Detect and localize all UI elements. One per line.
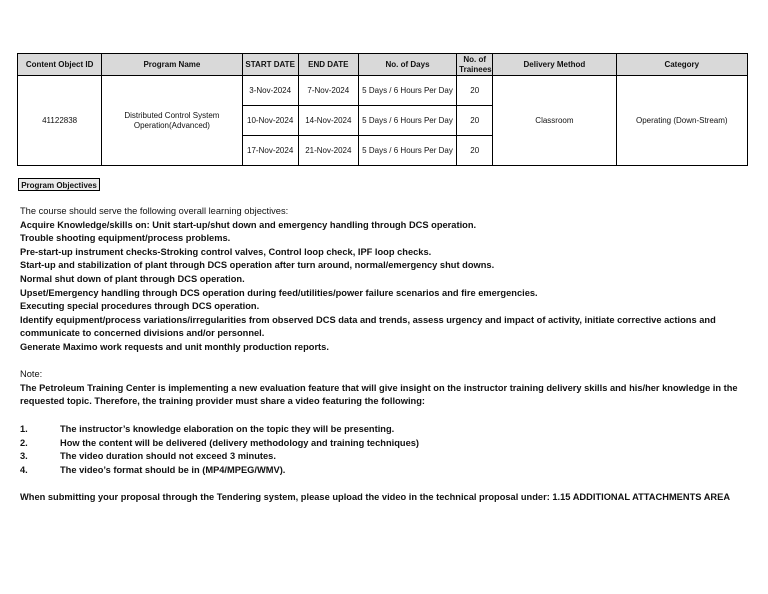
header-start-date: START DATE bbox=[242, 54, 298, 76]
start-date-cell: 3-Nov-2024 bbox=[242, 76, 298, 106]
objective-item: Executing special procedures through DCS operation. bbox=[20, 301, 260, 312]
start-date-cell: 10-Nov-2024 bbox=[242, 106, 298, 136]
header-program-name: Program Name bbox=[102, 54, 242, 76]
program-objectives-tag: Program Objectives bbox=[18, 178, 100, 191]
days-cell: 5 Days / 6 Hours Per Day bbox=[358, 106, 456, 136]
note-section bbox=[20, 368, 750, 409]
submission-text: When submitting your proposal through the Tendering system, please upload the video in the technical proposal under: 1.15 ADDITIONAL ATTACHMENTS AREA bbox=[20, 492, 731, 502]
list-item bbox=[20, 450, 740, 464]
objective-item: Trouble shooting equipment/process problems. bbox=[20, 233, 231, 244]
header-end-date: END DATE bbox=[298, 54, 358, 76]
trainees-cell: 20 bbox=[457, 76, 493, 106]
objective-item: Acquire Knowledge/skills on: Unit start-up/shut down and emergency handling through DCS operation. bbox=[20, 219, 477, 230]
objective-item: Identify equipment/process variations/irregularities from observed DCS data and trends, assess urgency and impact of activity, initiate corrective actions and communicate to concerned divisions and/or personnel. bbox=[20, 314, 716, 339]
note-label: Note: bbox=[20, 369, 43, 379]
list-item-number: 4. bbox=[20, 464, 28, 475]
days-cell: 5 Days / 6 Hours Per Day bbox=[358, 76, 456, 106]
list-item bbox=[20, 437, 740, 451]
trainees-cell: 20 bbox=[457, 136, 493, 166]
program-schedule-table bbox=[17, 53, 748, 166]
objectives-intro: The course should serve the following overall learning objectives: bbox=[20, 206, 289, 216]
list-item-number: 2. bbox=[20, 437, 28, 448]
objective-item: Upset/Emergency handling through DCS operation during feed/utilities/power failure scenarios and fire emergencies. bbox=[20, 287, 538, 298]
objective-item: Normal shut down of plant through DCS operation. bbox=[20, 273, 245, 284]
end-date-cell: 21-Nov-2024 bbox=[298, 136, 358, 166]
delivery-method-cell: Classroom bbox=[493, 76, 616, 166]
header-no-of-trainees: No. of Trainees bbox=[457, 54, 493, 76]
list-item-text: The video’s format should be in (MP4/MPEG/WMV). bbox=[60, 464, 286, 475]
list-item-number: 3. bbox=[20, 451, 28, 462]
list-item bbox=[20, 464, 740, 478]
category-cell: Operating (Down-Stream) bbox=[616, 76, 747, 166]
note-text: The Petroleum Training Center is implementing a new evaluation feature that will give insight on the instructor training delivery skills and his/her knowledge in the requested topic. Therefore, the training provider must share a video featuring the following: bbox=[20, 382, 738, 407]
submission-instructions bbox=[20, 491, 750, 505]
header-delivery-method: Delivery Method bbox=[493, 54, 616, 76]
table-row bbox=[18, 76, 748, 106]
video-requirements-list bbox=[20, 423, 740, 477]
list-item bbox=[20, 423, 740, 437]
content-object-id-cell: 41122838 bbox=[18, 76, 102, 166]
program-name-cell: Distributed Control System Operation(Advanced) bbox=[102, 76, 242, 166]
list-item-text: The video duration should not exceed 3 minutes. bbox=[60, 451, 276, 462]
start-date-cell: 17-Nov-2024 bbox=[242, 136, 298, 166]
days-cell: 5 Days / 6 Hours Per Day bbox=[358, 136, 456, 166]
header-content-object-id: Content Object ID bbox=[18, 54, 102, 76]
list-item-text: How the content will be delivered (delivery methodology and training techniques) bbox=[60, 437, 420, 448]
list-item-text: The instructor’s knowledge elaboration on the topic they will be presenting. bbox=[60, 424, 395, 434]
objectives-section bbox=[20, 205, 750, 355]
header-no-of-days: No. of Days bbox=[358, 54, 456, 76]
list-item-number: 1. bbox=[20, 424, 28, 434]
header-category: Category bbox=[616, 54, 747, 76]
objective-item: Generate Maximo work requests and unit monthly production reports. bbox=[20, 341, 329, 352]
objective-item: Start-up and stabilization of plant through DCS operation after turn around, normal/emergency shut downs. bbox=[20, 260, 495, 271]
end-date-cell: 7-Nov-2024 bbox=[298, 76, 358, 106]
table-header-row bbox=[18, 54, 748, 76]
objective-item: Pre-start-up instrument checks-Stroking control valves, Control loop check, IPF loop checks. bbox=[20, 246, 432, 257]
trainees-cell: 20 bbox=[457, 106, 493, 136]
end-date-cell: 14-Nov-2024 bbox=[298, 106, 358, 136]
